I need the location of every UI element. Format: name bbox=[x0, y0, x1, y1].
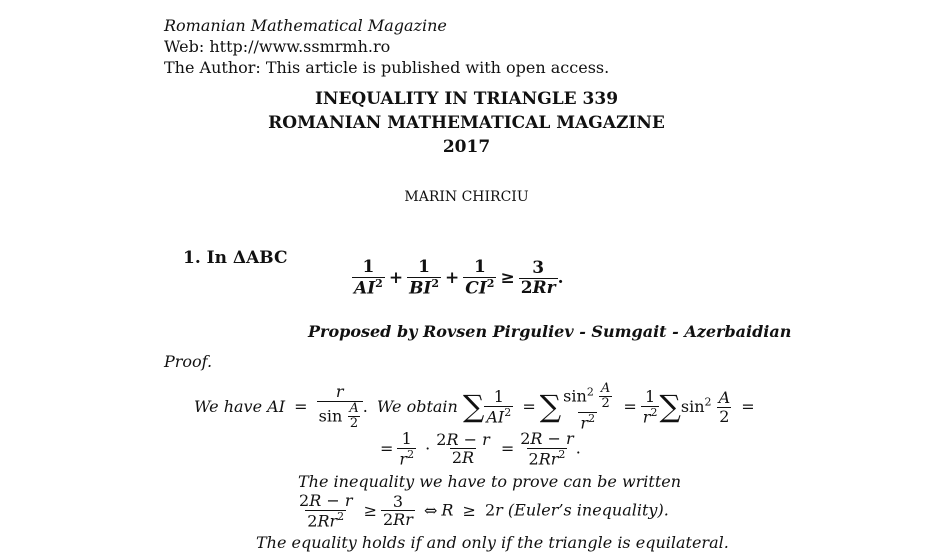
problem-label: 1. In ΔABC bbox=[183, 248, 288, 268]
equality-condition: The equality holds if and only if the triangle is equilateral. bbox=[256, 533, 729, 552]
problem-inequality: $\frac{1}{AI^2}$ + $\frac{1}{BI^2}$ + $\frac{1}{CI^2}$ ≥ $\frac{3}{2Rr}$ . bbox=[354, 257, 564, 299]
fraction: $\frac{1}{CI^2}$ bbox=[465, 257, 495, 299]
to-prove-text: The inequality we have to prove can be written bbox=[298, 472, 682, 491]
we-have-text: We have bbox=[194, 396, 263, 416]
fraction: $\frac{1}{AI^2}$ bbox=[354, 257, 383, 299]
journal-web: Web: http://www.ssmrmh.ro bbox=[164, 37, 391, 56]
euler-note: (Euler’s inequality). bbox=[507, 500, 669, 520]
journal-name: Romanian Mathematical Magazine bbox=[164, 16, 447, 35]
proposed-by: Proposed by Rovsen Pirguliev - Sumgait - Azerbaidian bbox=[308, 322, 792, 341]
proof-line-2: = $\frac{1}{r^2}$ · $\frac{2R - r}{2R}$ = $\frac{2R - r}{2Rr^2}$ . bbox=[380, 429, 581, 468]
euler-line: $\frac{2R - r}{2Rr^2}$ ≥ $\frac{3}{2Rr}$ ⇔ R ≥ 2r (Euler’s inequality). bbox=[299, 491, 669, 530]
title-line-3: 2017 bbox=[442, 137, 491, 157]
open-access-note: The Author: This article is published with open access. bbox=[164, 58, 610, 77]
title-line-1: INEQUALITY IN TRIANGLE 339 bbox=[314, 89, 619, 109]
we-obtain-text: We obtain bbox=[376, 396, 458, 416]
proof-line-1: We have AI = r sin $\frac{A}{2}$ . We obtain ∑ $\frac{1}{AI^2}$ = ∑ $\sin^2$ $\frac{A}{2}$ $r^2$ = $\frac{1}{r^2}$ $\sum\sin^2$ $\frac{A}{2}$ = bbox=[194, 381, 755, 433]
fraction: $\frac{3}{2Rr}$ bbox=[520, 257, 556, 298]
fraction: $\frac{1}{BI^2}$ bbox=[409, 257, 440, 299]
author-name: MARIN CHIRCIU bbox=[404, 189, 529, 205]
proof-heading: Proof. bbox=[164, 352, 213, 371]
title-line-2: ROMANIAN MATHEMATICAL MAGAZINE bbox=[268, 113, 665, 133]
fraction: r sin $\frac{A}{2}$ bbox=[317, 383, 363, 432]
